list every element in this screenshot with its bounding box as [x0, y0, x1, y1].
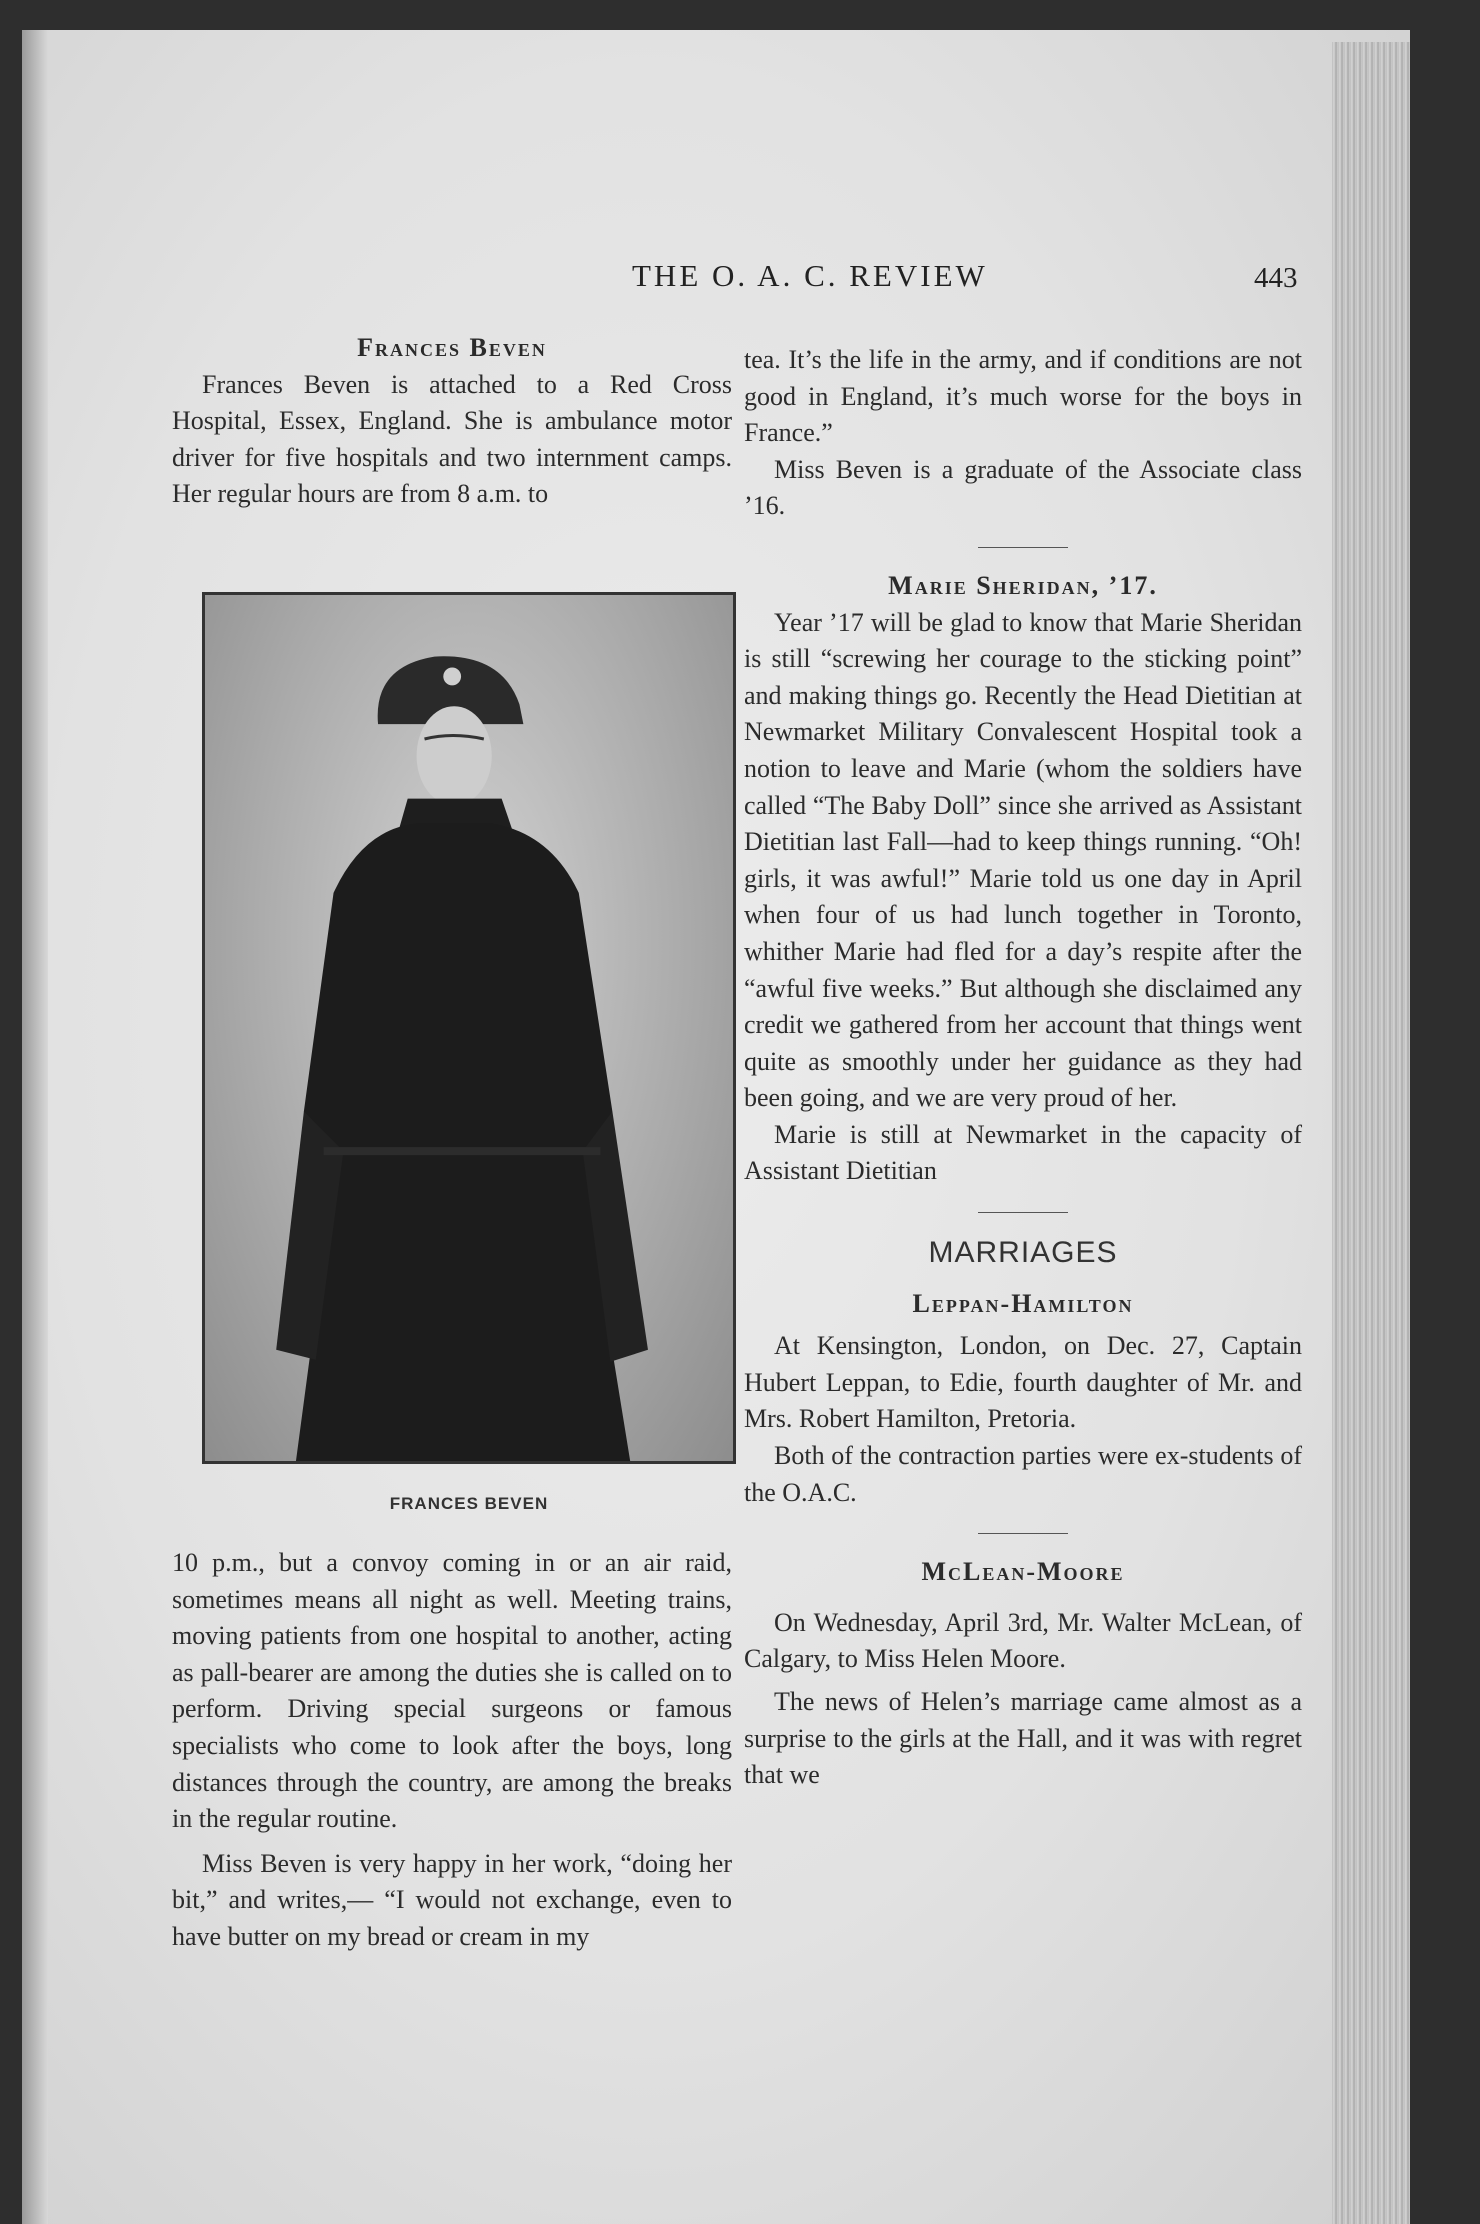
- book-gutter: [22, 30, 48, 2224]
- right-column: [744, 342, 1302, 1794]
- portrait-photo: [202, 592, 736, 1464]
- paragraph: Frances Beven is attached to a Red Cross Hospital, Essex, England. She is ambulance motor driver for five hospitals and two internment camps. Her regular hours are from 8 a.m. to: [172, 369, 732, 509]
- left-column-bottom: [172, 1545, 732, 1956]
- paragraph: Miss Beven is very happy in her work, “doing her bit,” and writes,— “I would not exchange, even to have butter on my bread or cream in my: [172, 1848, 732, 1951]
- section-heading-mclean-moore: McLean-Moore: [921, 1557, 1125, 1587]
- paragraph: The news of Helen’s marriage came almost as a surprise to the girls at the Hall, and it was with regret that we: [744, 1687, 1302, 1790]
- section-title-marriages: MARRIAGES: [928, 1236, 1118, 1270]
- running-head: THE O. A. C. REVIEW: [632, 258, 988, 293]
- photo-caption: FRANCES BEVEN: [389, 1494, 549, 1513]
- paragraph: Both of the contraction parties were ex-students of the O.A.C.: [744, 1441, 1302, 1507]
- section-heading-marie-sheridan: Marie Sheridan, ’17.: [888, 570, 1158, 600]
- section-heading-frances-beven: Frances Beven: [357, 333, 547, 362]
- divider: [978, 1533, 1068, 1534]
- divider: [978, 547, 1068, 548]
- portrait-figure: [205, 595, 733, 1461]
- paragraph: Year ’17 will be glad to know that Marie Sheridan is still “screwing her courage to the sticking point” and making things go. Recently the Head Dietitian at Newmarket Military Convalescent Hospital took a notion to leave and Marie (whom the soldiers have called “The Baby Doll” since she arrived as Assistant Dietitian last Fall—had to keep things running. “Oh! girls, it was awful!” Marie told us one day in April when four of us had lunch together in Toronto, whither Marie had fled for a day’s respite after the “awful five weeks.” But although she disclaimed any credit we gathered from her account that things went quite as smoothly under her guidance as they had been going, and we are very proud of her.: [744, 607, 1302, 1113]
- left-column-top: [172, 330, 732, 513]
- paragraph: At Kensington, London, on Dec. 27, Captain Hubert Leppan, to Edie, fourth daughter of Mr. and Mrs. Robert Hamilton, Pretoria.: [744, 1331, 1302, 1434]
- section-heading-leppan-hamilton: Leppan-Hamilton: [912, 1288, 1134, 1318]
- page-edges: [1332, 42, 1410, 2224]
- paragraph: Marie is still at Newmarket in the capacity of Assistant Dietitian: [744, 1119, 1302, 1186]
- divider: [978, 1212, 1068, 1213]
- paragraph: tea. It’s the life in the army, and if conditions are not good in England, it’s much worse for the boys in France.”: [744, 345, 1302, 448]
- paragraph: On Wednesday, April 3rd, Mr. Walter McLean, of Calgary, to Miss Helen Moore.: [744, 1607, 1302, 1674]
- page-number: 443: [1254, 262, 1298, 294]
- scanned-page: [22, 30, 1410, 2224]
- paragraph: Miss Beven is a graduate of the Associate class ’16.: [744, 454, 1302, 521]
- paragraph: 10 p.m., but a convoy coming in or an air raid, sometimes means all night as well. Meeting trains, moving patients from one hospital to another, acting as pall-bearer are among the duties she is called on to perform. Driving special surgeons or famous specialists who come to look after the boys, long distances through the country, are among the breaks in the regular routine.: [172, 1548, 732, 1834]
